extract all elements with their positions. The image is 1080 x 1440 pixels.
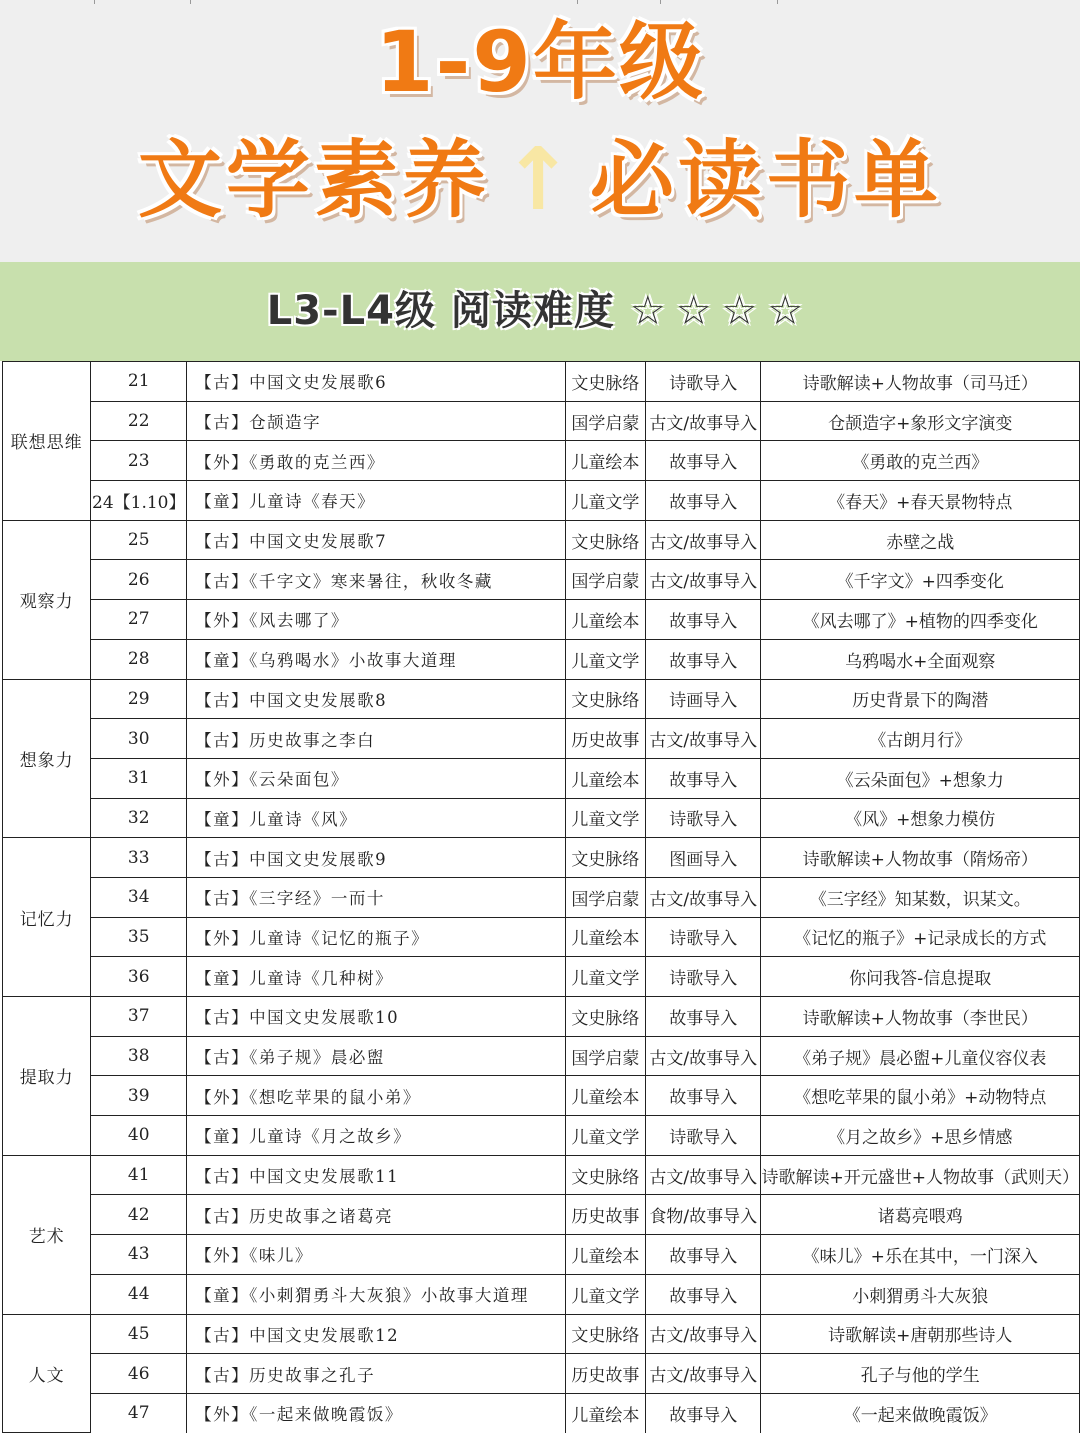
title-cell: 【童】儿童诗《风》	[187, 798, 566, 838]
method-cell: 古文/故事导入	[646, 520, 761, 560]
method-cell: 故事导入	[646, 1235, 761, 1275]
method-cell: 诗歌导入	[646, 917, 761, 957]
number-cell: 38	[91, 1036, 187, 1076]
content-cell: 《想吃苹果的鼠小弟》+动物特点	[761, 1076, 1080, 1116]
number-cell: 34	[91, 877, 187, 917]
content-cell: 诗歌解读+人物故事（隋炀帝）	[761, 838, 1080, 878]
category-cell: 艺术	[3, 1155, 91, 1314]
title-cell: 【古】《弟子规》晨必盥	[187, 1036, 566, 1076]
level-text: L3-L4级 阅读难度	[266, 288, 615, 334]
method-cell: 古文/故事导入	[646, 877, 761, 917]
title-cell: 【古】中国文史发展歌9	[187, 838, 566, 878]
level-label	[0, 262, 1080, 361]
number-cell: 42	[91, 1195, 187, 1235]
genre-cell: 儿童文学	[565, 1274, 645, 1314]
content-cell: 赤壁之战	[761, 520, 1080, 560]
grid-stub	[190, 0, 191, 4]
content-cell: 《风》+想象力模仿	[761, 798, 1080, 838]
genre-cell: 文史脉络	[565, 1314, 645, 1354]
title-cell: 【古】《三字经》一而十	[187, 877, 566, 917]
content-cell: 诸葛亮喂鸡	[761, 1195, 1080, 1235]
title-cell: 【古】历史故事之孔子	[187, 1354, 566, 1394]
title-cell: 【古】仓颉造字	[187, 401, 566, 441]
table-row	[3, 1155, 1080, 1195]
table-row	[3, 997, 1080, 1037]
table-row	[3, 1195, 1080, 1235]
number-cell: 47	[91, 1393, 187, 1432]
genre-cell: 国学启蒙	[565, 560, 645, 600]
up-arrow-icon: ↑	[501, 130, 579, 230]
table-row	[3, 1076, 1080, 1116]
genre-cell: 文史脉络	[565, 679, 645, 719]
category-cell: 人文	[3, 1314, 91, 1433]
number-cell: 27	[91, 600, 187, 640]
title-cell: 【古】中国文史发展歌12	[187, 1314, 566, 1354]
method-cell: 诗歌导入	[646, 362, 761, 402]
title-cell: 【外】儿童诗《记忆的瓶子》	[187, 917, 566, 957]
method-cell: 故事导入	[646, 600, 761, 640]
title-cell: 【外】《味儿》	[187, 1235, 566, 1275]
method-cell: 诗歌导入	[646, 957, 761, 997]
table-row	[3, 639, 1080, 679]
content-cell: 《古朗月行》	[761, 719, 1080, 759]
number-cell: 31	[91, 758, 187, 798]
table-row	[3, 1354, 1080, 1394]
number-cell: 36	[91, 957, 187, 997]
method-cell: 古文/故事导入	[646, 560, 761, 600]
genre-cell: 国学启蒙	[565, 1036, 645, 1076]
number-cell: 33	[91, 838, 187, 878]
grid-stub	[94, 0, 95, 4]
genre-cell: 儿童绘本	[565, 917, 645, 957]
category-cell: 联想思维	[3, 362, 91, 521]
table-row	[3, 838, 1080, 878]
method-cell: 故事导入	[646, 441, 761, 481]
table-row	[3, 957, 1080, 997]
number-cell: 44	[91, 1274, 187, 1314]
table-row	[3, 1116, 1080, 1156]
content-cell: 《千字文》+四季变化	[761, 560, 1080, 600]
content-cell: 仓颉造字+象形文字演变	[761, 401, 1080, 441]
title-cell: 【童】儿童诗《月之故乡》	[187, 1116, 566, 1156]
number-cell: 35	[91, 917, 187, 957]
method-cell: 故事导入	[646, 1274, 761, 1314]
method-cell: 故事导入	[646, 997, 761, 1037]
header-banner	[0, 0, 1080, 262]
table-row	[3, 917, 1080, 957]
table-row	[3, 600, 1080, 640]
level-bar	[0, 262, 1080, 361]
table-row	[3, 679, 1080, 719]
method-cell: 故事导入	[646, 1076, 761, 1116]
method-cell: 古文/故事导入	[646, 719, 761, 759]
table-row	[3, 1393, 1080, 1432]
genre-cell: 国学启蒙	[565, 401, 645, 441]
title-cell: 【古】中国文史发展歌11	[187, 1155, 566, 1195]
table-row	[3, 719, 1080, 759]
title-cell: 【童】《乌鸦喝水》小故事大道理	[187, 639, 566, 679]
title-cell: 【童】《小刺猬勇斗大灰狼》小故事大道理	[187, 1274, 566, 1314]
content-cell: 《风去哪了》+植物的四季变化	[761, 600, 1080, 640]
content-cell: 历史背景下的陶潜	[761, 679, 1080, 719]
content-cell: 《一起来做晚霞饭》	[761, 1393, 1080, 1432]
table-row	[3, 1235, 1080, 1275]
table-row	[3, 877, 1080, 917]
number-cell: 39	[91, 1076, 187, 1116]
method-cell: 古文/故事导入	[646, 1314, 761, 1354]
table-row	[3, 1314, 1080, 1354]
title-literacy: 文学素养	[137, 131, 490, 229]
title-cell: 【古】中国文史发展歌10	[187, 997, 566, 1037]
number-cell: 26	[91, 560, 187, 600]
genre-cell: 文史脉络	[565, 1155, 645, 1195]
title-cell: 【古】历史故事之李白	[187, 719, 566, 759]
difficulty-stars: ☆☆☆☆	[629, 288, 814, 334]
genre-cell: 文史脉络	[565, 362, 645, 402]
content-cell: 《云朵面包》+想象力	[761, 758, 1080, 798]
number-cell: 24【1.10】	[91, 481, 187, 521]
method-cell: 食物/故事导入	[646, 1195, 761, 1235]
title-grades: 1-9年级	[375, 13, 705, 111]
table-row	[3, 1274, 1080, 1314]
table-row	[3, 362, 1080, 402]
genre-cell: 历史故事	[565, 719, 645, 759]
content-cell: 《味儿》+乐在其中，一门深入	[761, 1235, 1080, 1275]
content-cell: 你问我答-信息提取	[761, 957, 1080, 997]
title-must-read: 必读书单	[590, 131, 943, 229]
title-cell: 【外】《风去哪了》	[187, 600, 566, 640]
genre-cell: 儿童绘本	[565, 1076, 645, 1116]
title-cell: 【童】儿童诗《几种树》	[187, 957, 566, 997]
method-cell: 故事导入	[646, 1393, 761, 1432]
table-row	[3, 481, 1080, 521]
genre-cell: 儿童文学	[565, 798, 645, 838]
title-cell: 【古】中国文史发展歌8	[187, 679, 566, 719]
method-cell: 古文/故事导入	[646, 401, 761, 441]
genre-cell: 儿童绘本	[565, 441, 645, 481]
method-cell: 故事导入	[646, 639, 761, 679]
method-cell: 古文/故事导入	[646, 1354, 761, 1394]
title-cell: 【古】《千字文》寒来暑往，秋收冬藏	[187, 560, 566, 600]
number-cell: 43	[91, 1235, 187, 1275]
number-cell: 37	[91, 997, 187, 1037]
title-cell: 【古】历史故事之诸葛亮	[187, 1195, 566, 1235]
genre-cell: 儿童文学	[565, 639, 645, 679]
table-row	[3, 758, 1080, 798]
number-cell: 46	[91, 1354, 187, 1394]
genre-cell: 文史脉络	[565, 997, 645, 1037]
content-cell: 《记忆的瓶子》+记录成长的方式	[761, 917, 1080, 957]
grid-stub	[660, 0, 661, 4]
table-row	[3, 1036, 1080, 1076]
number-cell: 25	[91, 520, 187, 560]
content-cell: 诗歌解读+开元盛世+人物故事（武则天）	[761, 1155, 1080, 1195]
content-cell: 《三字经》知某数，识某文。	[761, 877, 1080, 917]
table-body	[3, 362, 1080, 1433]
method-cell: 古文/故事导入	[646, 1155, 761, 1195]
content-cell: 诗歌解读+人物故事（司马迁）	[761, 362, 1080, 402]
genre-cell: 儿童文学	[565, 957, 645, 997]
content-cell: 《月之故乡》+思乡情感	[761, 1116, 1080, 1156]
genre-cell: 国学启蒙	[565, 877, 645, 917]
number-cell: 23	[91, 441, 187, 481]
number-cell: 29	[91, 679, 187, 719]
category-cell: 提取力	[3, 997, 91, 1156]
title-cell: 【外】《勇敢的克兰西》	[187, 441, 566, 481]
genre-cell: 儿童文学	[565, 481, 645, 521]
grid-stub	[777, 0, 778, 4]
genre-cell: 儿童绘本	[565, 600, 645, 640]
title-cell: 【外】《想吃苹果的鼠小弟》	[187, 1076, 566, 1116]
content-cell: 孔子与他的学生	[761, 1354, 1080, 1394]
number-cell: 22	[91, 401, 187, 441]
method-cell: 故事导入	[646, 758, 761, 798]
method-cell: 故事导入	[646, 481, 761, 521]
content-cell: 诗歌解读+唐朝那些诗人	[761, 1314, 1080, 1354]
number-cell: 45	[91, 1314, 187, 1354]
content-cell: 诗歌解读+人物故事（李世民）	[761, 997, 1080, 1037]
title-cell: 【外】《一起来做晚霞饭》	[187, 1393, 566, 1432]
method-cell: 诗歌导入	[646, 798, 761, 838]
table-row	[3, 441, 1080, 481]
method-cell: 诗歌导入	[646, 1116, 761, 1156]
title-cell: 【外】《云朵面包》	[187, 758, 566, 798]
number-cell: 41	[91, 1155, 187, 1195]
content-cell: 《弟子规》晨必盥+儿童仪容仪表	[761, 1036, 1080, 1076]
title-main	[0, 128, 1080, 232]
genre-cell: 儿童绘本	[565, 1235, 645, 1275]
content-cell: 乌鸦喝水+全面观察	[761, 639, 1080, 679]
content-cell: 小刺猬勇斗大灰狼	[761, 1274, 1080, 1314]
table-row	[3, 560, 1080, 600]
genre-cell: 历史故事	[565, 1195, 645, 1235]
content-cell: 《春天》+春天景物特点	[761, 481, 1080, 521]
genre-cell: 历史故事	[565, 1354, 645, 1394]
number-cell: 40	[91, 1116, 187, 1156]
category-cell: 想象力	[3, 679, 91, 838]
number-cell: 32	[91, 798, 187, 838]
category-cell: 记忆力	[3, 838, 91, 997]
method-cell: 诗画导入	[646, 679, 761, 719]
number-cell: 21	[91, 362, 187, 402]
genre-cell: 儿童文学	[565, 1116, 645, 1156]
genre-cell: 文史脉络	[565, 838, 645, 878]
table-row	[3, 401, 1080, 441]
grid-stub	[577, 0, 578, 4]
title-cell: 【古】中国文史发展歌7	[187, 520, 566, 560]
reading-list-table	[2, 361, 1080, 1433]
genre-cell: 儿童绘本	[565, 758, 645, 798]
title-cell: 【童】儿童诗《春天》	[187, 481, 566, 521]
content-cell: 《勇敢的克兰西》	[761, 441, 1080, 481]
genre-cell: 儿童绘本	[565, 1393, 645, 1432]
table-row	[3, 798, 1080, 838]
number-cell: 28	[91, 639, 187, 679]
method-cell: 古文/故事导入	[646, 1036, 761, 1076]
number-cell: 30	[91, 719, 187, 759]
table-row	[3, 520, 1080, 560]
title-cell: 【古】中国文史发展歌6	[187, 362, 566, 402]
category-cell: 观察力	[3, 520, 91, 679]
genre-cell: 文史脉络	[565, 520, 645, 560]
method-cell: 图画导入	[646, 838, 761, 878]
